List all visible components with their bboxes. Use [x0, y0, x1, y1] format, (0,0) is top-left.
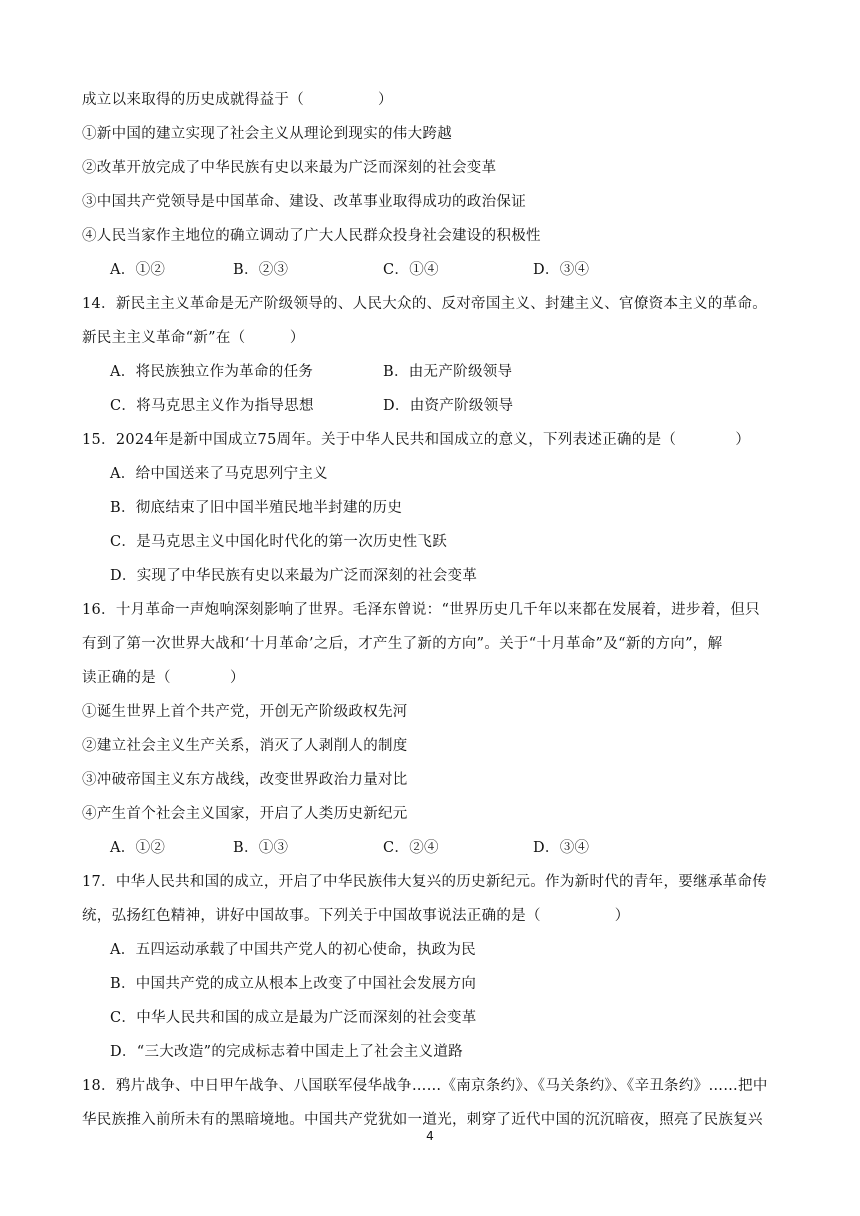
- statement-3: ③冲破帝国主义东方战线，改变世界政治力量对比: [82, 772, 408, 788]
- statement-4: ④产生首个社会主义国家，开启了人类历史新纪元: [82, 806, 408, 822]
- question-13-stem-end: 成立以来取得的历史成就得益于（ ）: [82, 92, 393, 108]
- option-b: B．由无产阶级领导: [383, 364, 513, 380]
- option-c: C．②④: [383, 840, 439, 856]
- option-a: A．①②: [110, 262, 166, 278]
- option-d: D．由资产阶级领导: [383, 398, 514, 414]
- question-14-stem-line-2: 新民主主义革命“新”在（ ）: [82, 330, 305, 346]
- statement-3: ③中国共产党领导是中国革命、建设、改革事业取得成功的政治保证: [82, 194, 526, 210]
- question-16-stem-line-1: 16．十月革命一声炮响深刻影响了世界。毛泽东曾说：“世界历史几千年以来都在发展着，进步着，但只: [82, 602, 760, 618]
- statement-2: ②改革开放完成了中华民族有史以来最为广泛而深刻的社会变革: [82, 160, 497, 176]
- option-c: C．中华人民共和国的成立是最为广泛而深刻的社会变革: [110, 1010, 477, 1026]
- option-c: C．将马克思主义作为指导思想: [110, 398, 314, 414]
- question-14-stem-line-1: 14．新民主主义革命是无产阶级领导的、人民大众的、反对帝国主义、封建主义、官僚资本主义的革命。: [82, 296, 768, 312]
- option-b: B．②③: [233, 262, 289, 278]
- question-17-stem-line-1: 17．中华人民共和国的成立，开启了中华民族伟大复兴的历史新纪元。作为新时代的青年，要继承革命传: [82, 874, 768, 890]
- statement-1: ①诞生世界上首个共产党，开创无产阶级政权先河: [82, 704, 408, 720]
- statement-2: ②建立社会主义生产关系，消灭了人剥削人的制度: [82, 738, 408, 754]
- option-a: A．①②: [110, 840, 166, 856]
- option-a: A．五四运动承载了中国共产党人的初心使命，执政为民: [110, 942, 476, 958]
- option-d: D．③④: [533, 262, 590, 278]
- option-c: C．是马克思主义中国化时代化的第一次历史性飞跃: [110, 534, 447, 550]
- option-b: B．①③: [233, 840, 289, 856]
- option-a: A．给中国送来了马克思列宁主义: [110, 466, 328, 482]
- option-d: D．③④: [533, 840, 590, 856]
- option-b: B．彻底结束了旧中国半殖民地半封建的历史: [110, 500, 403, 516]
- statement-4: ④人民当家作主地位的确立调动了广大人民群众投身社会建设的积极性: [82, 228, 541, 244]
- question-18-stem-line-2: 华民族推入前所未有的黑暗境地。中国共产党犹如一道光，刺穿了近代中国的沉沉暗夜，照亮了民族复兴: [82, 1112, 763, 1128]
- question-16-stem-line-3: 读正确的是（ ）: [82, 670, 245, 686]
- question-16-stem-line-2: 有到了第一次世界大战和‘十月革命’之后，才产生了新的方向”。关于“十月革命”及“新的方向”，解: [82, 636, 723, 652]
- option-d: D．“三大改造”的完成标志着中国走上了社会主义道路: [110, 1044, 463, 1060]
- question-18-stem-line-1: 18．鸦片战争、中日甲午战争、八国联军侵华战争……《南京条约》、《马关条约》、《辛丑条约》……把中: [82, 1078, 768, 1094]
- option-d: D．实现了中华民族有史以来最为广泛而深刻的社会变革: [110, 568, 478, 584]
- option-c: C．①④: [383, 262, 439, 278]
- question-17-stem-line-2: 统，弘扬红色精神，讲好中国故事。下列关于中国故事说法正确的是（ ）: [82, 908, 630, 924]
- statement-1: ①新中国的建立实现了社会主义从理论到现实的伟大跨越: [82, 126, 452, 142]
- question-15-stem: 15．2024年是新中国成立75周年。关于中华人民共和国成立的意义，下列表述正确的是（ ）: [82, 432, 751, 448]
- option-b: B．中国共产党的成立从根本上改变了中国社会发展方向: [110, 976, 477, 992]
- page-number: 4: [426, 1129, 434, 1143]
- option-a: A．将民族独立作为革命的任务: [110, 364, 314, 380]
